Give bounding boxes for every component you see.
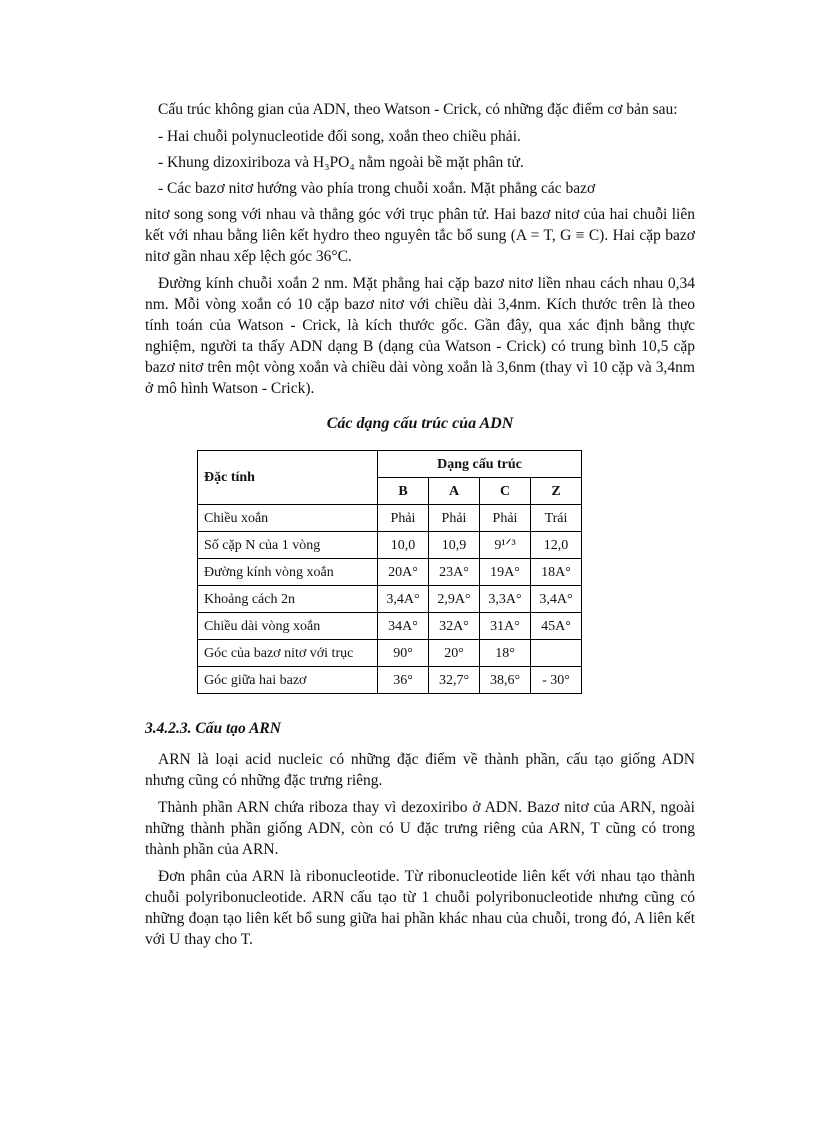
- row-value: Phải: [480, 505, 531, 532]
- row-property: Góc giữa hai bazơ: [198, 667, 378, 694]
- section-heading: 3.4.2.3. Cấu tạo ARN: [145, 720, 281, 737]
- table-row: [198, 559, 582, 586]
- form-header: C: [480, 478, 531, 505]
- form-header: A: [429, 478, 480, 505]
- row-value: 3,4A°: [531, 586, 582, 613]
- row-value: 10,9: [429, 532, 480, 559]
- table-row: [198, 505, 582, 532]
- row-property: Chiều dài vòng xoắn: [198, 613, 378, 640]
- property-header: Đặc tính: [198, 451, 378, 505]
- row-value: 20°: [429, 640, 480, 667]
- dna-forms-table: [197, 450, 582, 694]
- section-paragraph: ARN là loại acid nucleic có những đặc điểm về thành phần, cấu tạo giống ADN nhưng cũng có những đặc trưng riêng.: [145, 751, 695, 789]
- section-paragraph: Thành phần ARN chứa riboza thay vì dezoxiribo ở ADN. Bazơ nitơ của ARN, ngoài những thành phần giống ADN, còn có U đặc trưng riêng của ARN, T cũng có trong thành phần của ARN.: [145, 799, 695, 858]
- row-value: 20A°: [378, 559, 429, 586]
- table-row: [198, 667, 582, 694]
- row-value: 36°: [378, 667, 429, 694]
- row-value: 38,6°: [480, 667, 531, 694]
- table-row: [198, 532, 582, 559]
- table-row: [198, 586, 582, 613]
- document-page: [145, 99, 695, 956]
- row-property: Chiều xoắn: [198, 505, 378, 532]
- row-property: Khoảng cách 2n: [198, 586, 378, 613]
- table-row: [198, 613, 582, 640]
- group-header: Dạng cấu trúc: [378, 451, 582, 478]
- row-property: Số cặp N của 1 vòng: [198, 532, 378, 559]
- table-row: [198, 640, 582, 667]
- row-value: 32A°: [429, 613, 480, 640]
- row-value: 2,9A°: [429, 586, 480, 613]
- list-item: - Các bazơ nitơ hướng vào phía trong chuỗi xoắn. Mặt phẳng các bazơ: [158, 180, 596, 197]
- intro-lead: Cấu trúc không gian của ADN, theo Watson - Crick, có những đặc điểm cơ bản sau:: [158, 101, 678, 118]
- section-paragraph: Đơn phân của ARN là ribonucleotide. Từ ribonucleotide liên kết với nhau tạo thành chuỗi polyribonucleotide. ARN cấu tạo từ 1 chuỗi polyribonucleotide nhưng cũng có những đoạn tạo liên kết bổ sung giữa hai phần khác nhau của chuỗi, trong đó, A liên kết với U thay cho T.: [145, 868, 695, 948]
- list-item: - Khung dizoxiriboza và H₃PO₄ nằm ngoài bề mặt phân tử.: [158, 154, 524, 171]
- row-value: 31A°: [480, 613, 531, 640]
- row-value: 3,4A°: [378, 586, 429, 613]
- row-property: Góc của bazơ nitơ với trục: [198, 640, 378, 667]
- row-value: 32,7°: [429, 667, 480, 694]
- row-value: 34A°: [378, 613, 429, 640]
- row-value: 10,0: [378, 532, 429, 559]
- intro-continuation: nitơ song song với nhau và thẳng góc với trục phân tử. Hai bazơ nitơ của hai chuỗi liên kết với nhau bằng liên kết hydro theo nguyên tắc bổ sung (A = T, G ≡ C). Hai cặp bazơ nitơ gần nhau xếp lệch góc 36°C.: [145, 206, 695, 265]
- diameter-paragraph: Đường kính chuỗi xoắn 2 nm. Mặt phẳng hai cặp bazơ nitơ liền nhau cách nhau 0,34 nm. Mỗi vòng xoắn có 10 cặp bazơ nitơ với chiều dài 3,4nm. Kích thước trên là theo tính toán của Watson - Crick, là kích thước gốc. Gần đây, qua xác định bằng thực nghiệm, người ta thấy ADN dạng B (dạng của Watson - Crick) có trung bình 10,5 cặp bazơ nitơ trên một vòng xoắn và chiều dài vòng xoắn là 3,6nm (thay vì 10 cặp và 3,4nm ở mô hình Watson - Crick).: [145, 275, 695, 397]
- list-item: - Hai chuỗi polynucleotide đối song, xoắn theo chiều phải.: [158, 128, 521, 145]
- row-value: - 30°: [531, 667, 582, 694]
- row-value: [531, 640, 582, 667]
- form-header: Z: [531, 478, 582, 505]
- row-value: Trái: [531, 505, 582, 532]
- row-value: 23A°: [429, 559, 480, 586]
- row-value: Phải: [378, 505, 429, 532]
- row-property: Đường kính vòng xoắn: [198, 559, 378, 586]
- row-value: 18°: [480, 640, 531, 667]
- form-header: B: [378, 478, 429, 505]
- row-value: 9¹ᐟ³: [480, 532, 531, 559]
- row-value: 90°: [378, 640, 429, 667]
- row-value: Phải: [429, 505, 480, 532]
- row-value: 45A°: [531, 613, 582, 640]
- row-value: 12,0: [531, 532, 582, 559]
- row-value: 3,3A°: [480, 586, 531, 613]
- row-value: 18A°: [531, 559, 582, 586]
- row-value: 19A°: [480, 559, 531, 586]
- table-caption: Các dạng cấu trúc của ADN: [326, 415, 514, 432]
